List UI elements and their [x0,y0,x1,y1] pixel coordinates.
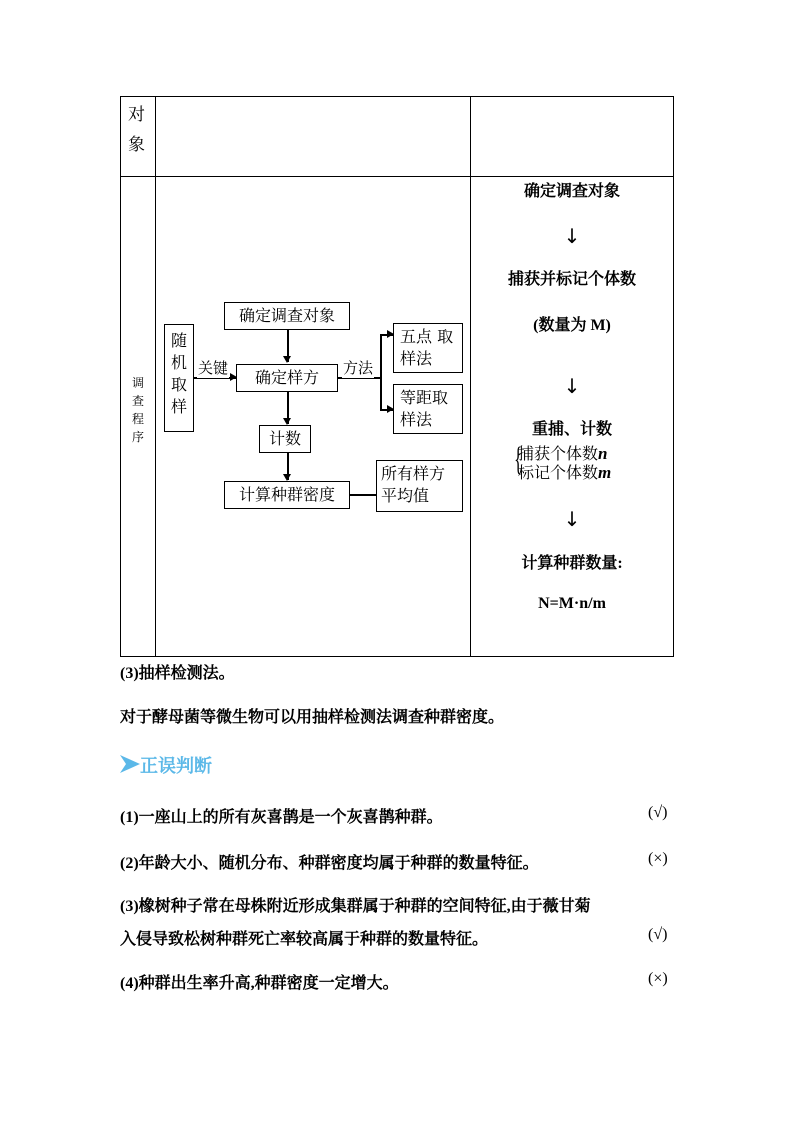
step-calc-population: 计算种群数量: [521,555,623,572]
step-arrow-1: ↓ [563,224,581,248]
method-label: 方法 [343,359,374,377]
arrow-down-2 [287,392,289,424]
judgment-1: (1)一座山上的所有灰喜鹊是一个灰喜鹊种群。 [120,809,443,826]
random-sampling-box: 随 机 取 样 [164,324,194,432]
row-header-procedure: 调 查 程 序 [131,376,144,444]
key-label: 关键 [198,359,229,377]
table-border-right [673,96,674,657]
determine-object-box: 确定调查对象 [224,302,350,330]
method-bracket-vertical [380,334,382,410]
step-quantity-note: (数量为 M) [533,317,611,334]
judgment-4-verdict: (×) [648,970,668,987]
judgment-4: (4)种群出生率升高,种群密度一定增大。 [120,975,399,992]
judgment-3-verdict: (√) [648,926,668,943]
row-header-object: 对 象 [128,105,145,155]
judgment-2-verdict: (×) [648,850,668,867]
step-capture-mark: 捕获并标记个体数 [507,271,636,288]
equidistant-box: 等距取 样法 [393,384,463,434]
captured-count: 捕获个体数n [518,444,608,463]
section-title: 正误判断 [140,756,212,777]
five-point-box: 五点 取 样法 [393,323,463,373]
table-border-bottom [120,656,674,657]
sampling-text: 对于酵母菌等微生物可以用抽样检测法调查种群密度。 [120,709,505,726]
arrow-down-3 [287,453,289,480]
table-row-divider [120,176,674,177]
table-border-left [120,96,121,657]
judgment-3-line2: 入侵导致松树种群死亡率较高属于种群的数量特征。 [120,931,489,948]
table-col-divider-1 [155,96,156,657]
average-connector [350,494,376,496]
marked-count: 标记个体数m [518,463,612,482]
judgment-2: (2)年龄大小、随机分布、种群密度均属于种群的数量特征。 [120,855,539,872]
calc-density-box: 计算种群密度 [224,481,350,509]
judgment-1-verdict: (√) [648,804,668,821]
step-arrow-3: ↓ [563,507,581,531]
table-border-top [120,96,674,97]
average-box: 所有样方 平均值 [376,460,463,512]
judgment-3: (3)橡树种子常在母株附近形成集群属于种群的空间特征,由于薇甘菊 [120,898,591,915]
arrow-down-1 [287,330,289,362]
recapture-brace: { [514,441,523,478]
step-determine-object: 确定调查对象 [523,183,620,200]
play-arrow-icon [120,755,140,777]
step-recapture: 重捕、计数 [531,421,612,438]
population-formula: N=M·n/m [538,595,606,612]
sampling-heading: (3)抽样检测法。 [120,665,235,682]
step-arrow-2: ↓ [563,374,581,398]
determine-plot-box: 确定样方 [236,364,338,392]
count-box: 计数 [259,425,311,453]
arrow-to-equidistant [380,409,393,411]
arrow-to-five-point [380,334,393,336]
